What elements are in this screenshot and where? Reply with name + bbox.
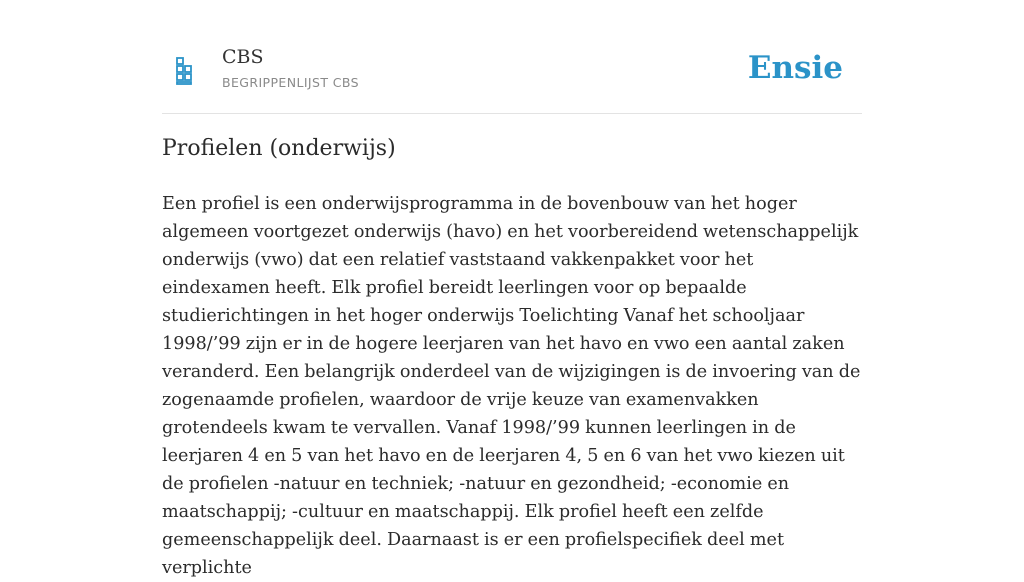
source-name[interactable]: CBS — [222, 46, 264, 68]
brand-logo[interactable]: Ensie — [747, 50, 843, 86]
source-subtitle[interactable]: BEGRIPPENLIJST CBS — [222, 75, 359, 90]
definition-text: Een profiel is een onderwijsprogramma in de bovenbouw van het hoger algemeen voortgezet onderwijs (havo) en het voorbereidend wetenschappelijk onderwijs (vwo) dat een relatief vaststaand vakkenpakket voor het eindexamen heeft. Elk profiel bereidt leerlingen voor op bepaalde studierichtingen in het hoger onderwijs Toelichting Vanaf het schooljaar 1998/’99 zijn er in de hogere leerjaren van het havo en vwo een aantal zaken veranderd. Een belangrijk onderdeel van de wijzigingen is de invoering van de zogenaamde profielen, waardoor de vrije keuze van examenvakken grotendeels kwam te vervallen. Vanaf 1998/’99 kunnen leerlingen in de leerjaren 4 en 5 van het havo en de leerjaren 4, 5 en 6 van het vwo kiezen uit de profielen -natuur en techniek; -natuur en gezondheid; -economie en maatschappij; -cultuur en maatschappij. Elk profiel heeft een zelfde gemeenschappelijk deel. Daarnaast is er een profielspecifiek deel met verplichte — [162, 194, 861, 578]
source-header — [162, 40, 862, 114]
page-title: Profielen (onderwijs) — [162, 136, 396, 161]
cbs-logo-icon — [175, 56, 197, 86]
